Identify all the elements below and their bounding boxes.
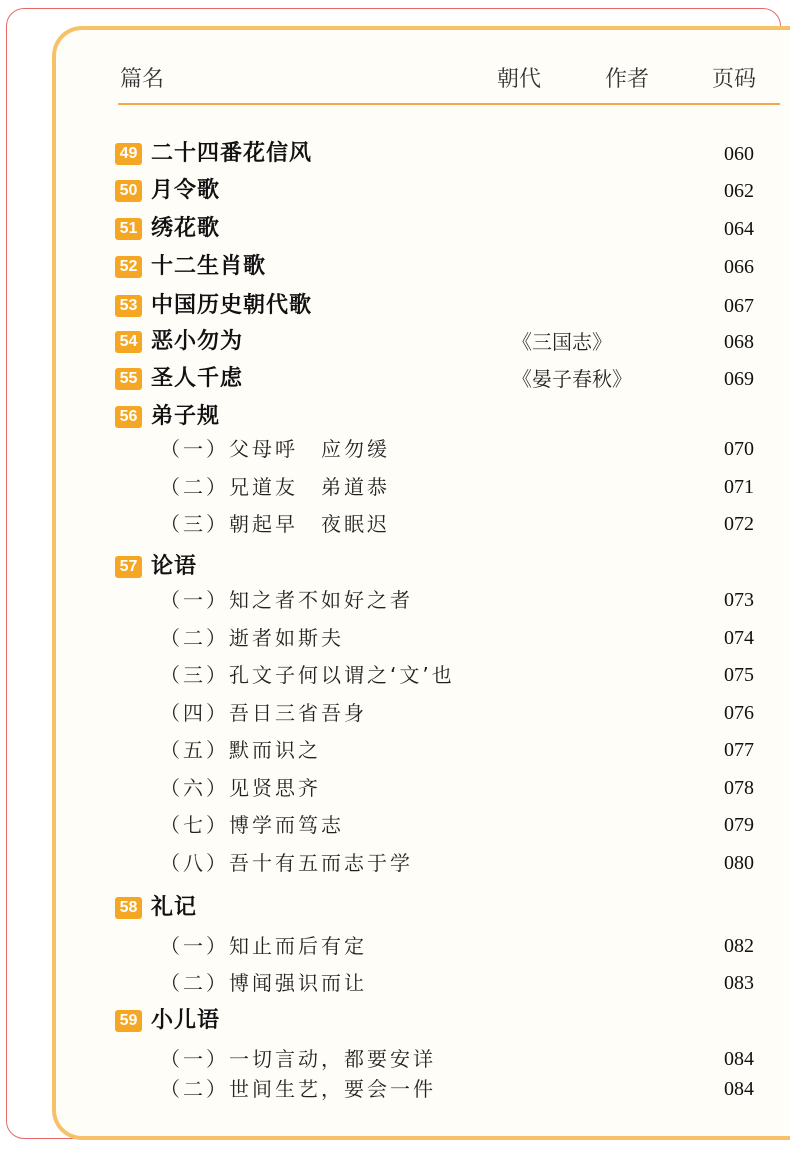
author-column-header: 作者 xyxy=(605,67,650,92)
chapter-number-badge: 52 xyxy=(115,256,142,278)
page-number: 062 xyxy=(724,180,754,202)
chapter-title: 圣人千虑 xyxy=(151,366,244,391)
chapter-source: 《晏子春秋》 xyxy=(512,367,632,391)
page-number: 082 xyxy=(724,935,754,957)
header-divider xyxy=(118,103,780,105)
toc-header xyxy=(120,62,770,98)
chapter-number-badge: 50 xyxy=(115,180,142,202)
toc-section-row[interactable] xyxy=(0,435,790,465)
chapter-title: 中国历史朝代歌 xyxy=(151,293,313,318)
section-title: （三）朝起早 夜眠迟 xyxy=(160,512,390,536)
page-number: 084 xyxy=(724,1048,754,1070)
page-number: 084 xyxy=(724,1078,754,1100)
toc-chapter-row[interactable] xyxy=(0,365,790,395)
page-number: 083 xyxy=(724,972,754,994)
title-column-header: 篇名 xyxy=(120,67,165,92)
page-number: 069 xyxy=(724,368,754,390)
page-number: 071 xyxy=(724,476,754,498)
chapter-title: 二十四番花信风 xyxy=(151,141,313,166)
chapter-number-badge: 49 xyxy=(115,143,142,165)
toc-section-row[interactable] xyxy=(0,1075,790,1105)
chapter-number-badge: 57 xyxy=(115,556,142,578)
chapter-number-badge: 54 xyxy=(115,331,142,353)
toc-section-row[interactable] xyxy=(0,849,790,879)
section-title: （一）一切言动，都要安详 xyxy=(160,1047,436,1071)
section-title: （一）知之者不如好之者 xyxy=(160,588,413,612)
toc-chapter-row[interactable] xyxy=(0,894,790,924)
section-title: （一）知止而后有定 xyxy=(160,934,367,958)
page-column-header: 页码 xyxy=(712,67,757,92)
toc-chapter-row[interactable] xyxy=(0,1007,790,1037)
page-number: 077 xyxy=(724,739,754,761)
page-number: 078 xyxy=(724,777,754,799)
section-title: （二）逝者如斯夫 xyxy=(160,626,344,650)
section-title: （四）吾日三省吾身 xyxy=(160,701,367,725)
chapter-title: 恶小勿为 xyxy=(151,329,244,354)
chapter-number-badge: 56 xyxy=(115,406,142,428)
chapter-source: 《三国志》 xyxy=(512,330,612,354)
toc-chapter-row[interactable] xyxy=(0,292,790,322)
page-number: 066 xyxy=(724,256,754,278)
page-number: 072 xyxy=(724,513,754,535)
toc-section-row[interactable] xyxy=(0,586,790,616)
section-title: （八）吾十有五而志于学 xyxy=(160,851,413,875)
section-title: （二）兄道友 弟道恭 xyxy=(160,475,390,499)
section-title: （二）世间生艺，要会一件 xyxy=(160,1077,436,1101)
chapter-number-badge: 58 xyxy=(115,897,142,919)
chapter-title: 弟子规 xyxy=(151,404,221,429)
chapter-title: 论语 xyxy=(151,554,198,579)
page-number: 080 xyxy=(724,852,754,874)
page-number: 073 xyxy=(724,589,754,611)
toc-chapter-row[interactable] xyxy=(0,328,790,358)
chapter-number-badge: 51 xyxy=(115,218,142,240)
toc-section-row[interactable] xyxy=(0,774,790,804)
section-title: （七）博学而笃志 xyxy=(160,813,344,837)
chapter-title: 小儿语 xyxy=(151,1008,221,1033)
toc-section-row[interactable] xyxy=(0,932,790,962)
toc-section-row[interactable] xyxy=(0,473,790,503)
toc-chapter-row[interactable] xyxy=(0,177,790,207)
toc-section-row[interactable] xyxy=(0,811,790,841)
chapter-title: 十二生肖歌 xyxy=(151,254,267,279)
toc-chapter-row[interactable] xyxy=(0,215,790,245)
section-title: （三）孔文子何以谓之‘文’也 xyxy=(160,663,455,687)
page-number: 075 xyxy=(724,664,754,686)
section-title: （六）见贤思齐 xyxy=(160,776,321,800)
chapter-title: 礼记 xyxy=(151,895,198,920)
page-number: 064 xyxy=(724,218,754,240)
page-number: 079 xyxy=(724,814,754,836)
chapter-number-badge: 59 xyxy=(115,1010,142,1032)
toc-section-row[interactable] xyxy=(0,661,790,691)
toc-chapter-row[interactable] xyxy=(0,253,790,283)
toc-section-row[interactable] xyxy=(0,510,790,540)
chapter-number-badge: 55 xyxy=(115,368,142,390)
toc-section-row[interactable] xyxy=(0,736,790,766)
page-number: 060 xyxy=(724,143,754,165)
toc-section-row[interactable] xyxy=(0,624,790,654)
toc-section-row[interactable] xyxy=(0,1045,790,1075)
chapter-number-badge: 53 xyxy=(115,295,142,317)
section-title: （二）博闻强识而让 xyxy=(160,971,367,995)
chapter-title: 绣花歌 xyxy=(151,216,221,241)
page-number: 070 xyxy=(724,438,754,460)
section-title: （一）父母呼 应勿缓 xyxy=(160,437,390,461)
page-number: 067 xyxy=(724,295,754,317)
page-number: 068 xyxy=(724,331,754,353)
page-number: 076 xyxy=(724,702,754,724)
toc-chapter-row[interactable] xyxy=(0,553,790,583)
dynasty-column-header: 朝代 xyxy=(497,67,542,92)
toc-section-row[interactable] xyxy=(0,699,790,729)
toc-chapter-row[interactable] xyxy=(0,403,790,433)
chapter-title: 月令歌 xyxy=(151,178,221,203)
page-number: 074 xyxy=(724,627,754,649)
toc-section-row[interactable] xyxy=(0,969,790,999)
section-title: （五）默而识之 xyxy=(160,738,321,762)
toc-chapter-row[interactable] xyxy=(0,140,790,170)
